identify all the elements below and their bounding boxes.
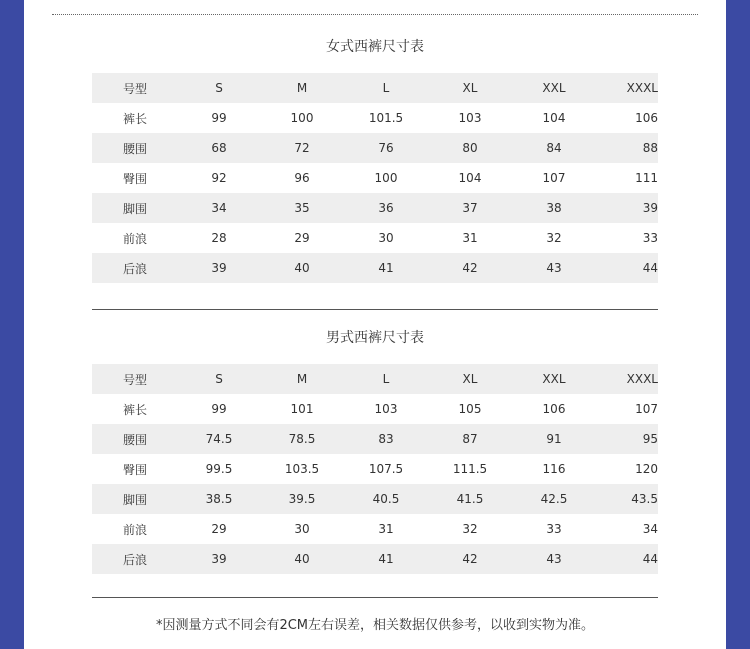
table-cell: 84: [546, 141, 562, 155]
table-row: [92, 544, 658, 574]
table-cell: 35: [294, 201, 310, 215]
header-cell: S: [215, 81, 223, 95]
table-cell: 39: [211, 261, 227, 275]
header-cell: XL: [462, 372, 478, 386]
table-cell: 111.5: [452, 462, 488, 476]
table-cell: 107: [542, 171, 566, 185]
table-cell: 95: [642, 432, 658, 446]
table-cell: 99: [211, 402, 227, 416]
row-label: 腰围: [122, 432, 147, 447]
table-row: [92, 103, 658, 133]
header-cell: M: [296, 372, 308, 386]
table-row: [92, 424, 658, 454]
table-cell: 39.5: [288, 492, 316, 506]
table-cell: 91: [546, 432, 562, 446]
men-section-title: 男式西裤尺寸表: [326, 330, 424, 346]
table-cell: 36: [378, 201, 394, 215]
table-cell: 88: [642, 141, 658, 155]
table-cell: 120: [635, 462, 658, 476]
women-section-title: 女式西裤尺寸表: [326, 39, 424, 55]
table-cell: 40.5: [372, 492, 400, 506]
table-cell: 33: [546, 522, 562, 536]
table-cell: 105: [458, 402, 482, 416]
women-size-table: [92, 73, 658, 283]
table-cell: 96: [294, 171, 310, 185]
size-chart-page: [24, 0, 726, 649]
table-cell: 33: [642, 231, 658, 245]
table-cell: 41.5: [456, 492, 484, 506]
table-cell: 99.5: [205, 462, 233, 476]
table-cell: 107.5: [368, 462, 404, 476]
table-cell: 104: [458, 171, 482, 185]
header-cell: XXXL: [626, 81, 658, 95]
row-label: 裤长: [122, 402, 147, 417]
table-cell: 32: [546, 231, 562, 245]
table-cell: 39: [642, 201, 658, 215]
footer-divider: [92, 597, 658, 598]
table-cell: 38.5: [205, 492, 233, 506]
table-row: [92, 484, 658, 514]
table-cell: 107: [635, 402, 658, 416]
table-cell: 41: [378, 261, 394, 275]
table-cell: 103: [374, 402, 398, 416]
table-cell: 41: [378, 552, 394, 566]
table-cell: 39: [211, 552, 227, 566]
table-cell: 42: [462, 261, 478, 275]
table-row: [92, 394, 658, 424]
header-cell: S: [215, 372, 223, 386]
table-cell: 74.5: [205, 432, 233, 446]
table-cell: 101: [290, 402, 314, 416]
table-cell: 32: [462, 522, 478, 536]
table-cell: 87: [462, 432, 478, 446]
table-cell: 92: [211, 171, 227, 185]
row-label: 裤长: [122, 111, 147, 126]
table-cell: 29: [211, 522, 227, 536]
header-cell: XXXL: [626, 372, 658, 386]
table-cell: 34: [642, 522, 658, 536]
row-label: 后浪: [122, 552, 147, 567]
table-cell: 31: [378, 522, 394, 536]
table-cell: 106: [542, 402, 566, 416]
table-row: [92, 163, 658, 193]
row-label: 脚围: [122, 492, 147, 507]
table-cell: 42: [462, 552, 478, 566]
row-label: 臀围: [122, 462, 147, 477]
section-divider: [92, 309, 658, 310]
table-cell: 78.5: [288, 432, 316, 446]
row-label: 前浪: [122, 231, 147, 246]
table-cell: 30: [378, 231, 394, 245]
table-cell: 104: [542, 111, 566, 125]
table-row: [92, 133, 658, 163]
table-cell: 30: [294, 522, 310, 536]
table-cell: 42.5: [540, 492, 568, 506]
table-row: [92, 193, 658, 223]
row-label: 前浪: [122, 522, 147, 537]
table-cell: 111: [635, 171, 658, 185]
header-cell: XXL: [542, 372, 566, 386]
table-cell: 43: [546, 552, 562, 566]
table-cell: 43.5: [631, 492, 658, 506]
row-label: 脚围: [122, 201, 147, 216]
measurement-footnote: *因测量方式不同会有2CM左右误差，相关数据仅供参考，以收到实物为准。: [155, 618, 595, 633]
header-cell: L: [382, 372, 390, 386]
row-label: 腰围: [122, 141, 147, 156]
table-cell: 28: [211, 231, 227, 245]
header-cell: XL: [462, 81, 478, 95]
table-cell: 40: [294, 261, 310, 275]
table-cell: 34: [211, 201, 227, 215]
table-cell: 31: [462, 231, 478, 245]
table-cell: 76: [378, 141, 394, 155]
table-cell: 100: [290, 111, 314, 125]
table-row: [92, 454, 658, 484]
table-cell: 44: [642, 261, 658, 275]
table-cell: 40: [294, 552, 310, 566]
row-label: 后浪: [122, 261, 147, 276]
table-cell: 101.5: [368, 111, 404, 125]
header-cell: 号型: [122, 81, 147, 96]
table-cell: 103: [458, 111, 482, 125]
table-cell: 43: [546, 261, 562, 275]
table-cell: 100: [374, 171, 398, 185]
header-cell: M: [296, 81, 308, 95]
table-cell: 103.5: [284, 462, 320, 476]
table-row: [92, 223, 658, 253]
table-header-row: [92, 364, 658, 394]
top-dotted-divider: [52, 14, 698, 15]
table-cell: 38: [546, 201, 562, 215]
header-cell: XXL: [542, 81, 566, 95]
table-cell: 44: [642, 552, 658, 566]
header-cell: 号型: [122, 372, 147, 387]
men-size-table: [92, 364, 658, 574]
table-cell: 106: [635, 111, 658, 125]
table-cell: 68: [211, 141, 227, 155]
table-cell: 37: [462, 201, 478, 215]
table-cell: 80: [462, 141, 478, 155]
table-row: [92, 253, 658, 283]
table-header-row: [92, 73, 658, 103]
table-row: [92, 514, 658, 544]
table-cell: 99: [211, 111, 227, 125]
table-cell: 83: [378, 432, 394, 446]
table-cell: 72: [294, 141, 310, 155]
row-label: 臀围: [122, 171, 147, 186]
header-cell: L: [382, 81, 390, 95]
table-cell: 116: [542, 462, 566, 476]
table-cell: 29: [294, 231, 310, 245]
